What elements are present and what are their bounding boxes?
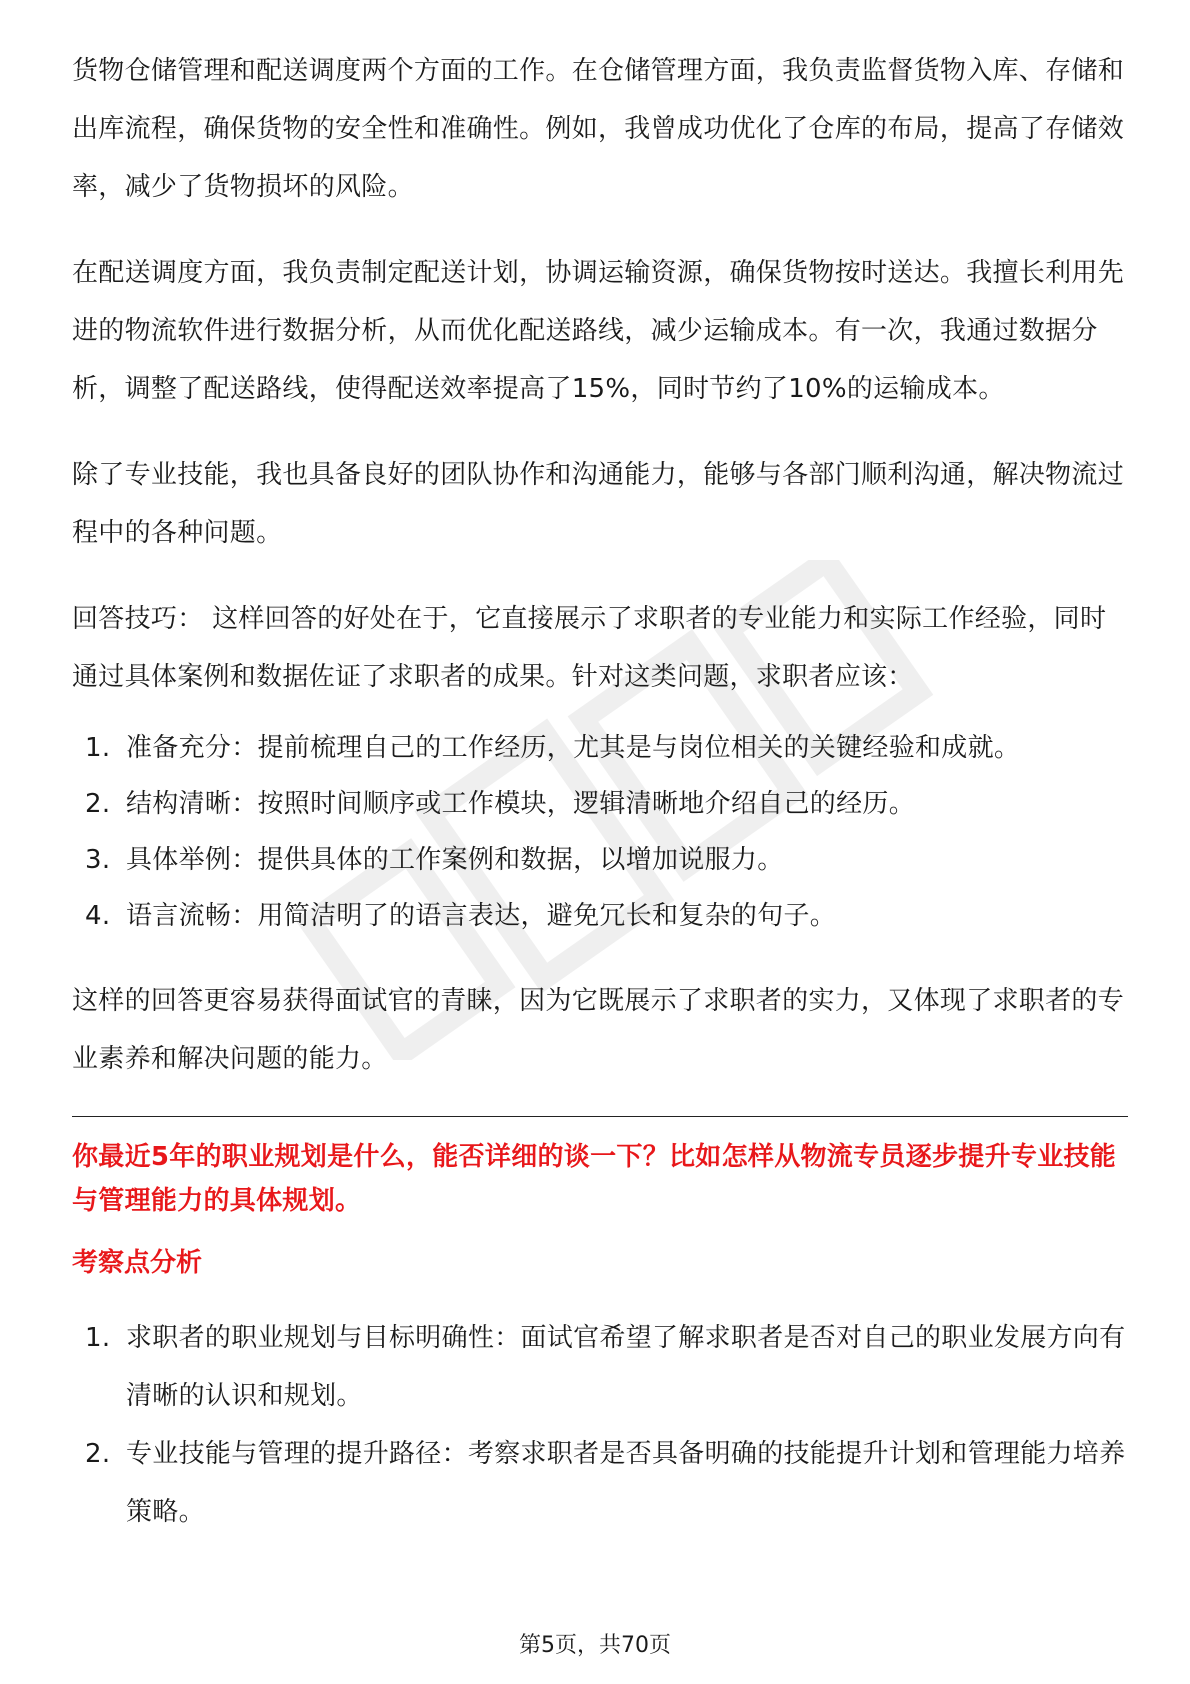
- list-item-text: 专业技能与管理的提升路径：考察求职者是否具备明确的技能提升计划和管理能力培养策略。: [126, 1439, 1126, 1527]
- list-item: [72, 720, 1128, 776]
- list-item-text: 语言流畅：用简洁明了的语言表达，避免冗长和复杂的句子。: [126, 901, 837, 931]
- list-item-text: 结构清晰：按照时间顺序或工作模块，逻辑清晰地介绍自己的经历。: [126, 789, 916, 819]
- list-item: [72, 776, 1128, 832]
- list-item: [72, 832, 1128, 888]
- section-divider: [72, 1116, 1128, 1117]
- document-page: [72, 42, 1128, 1569]
- body-paragraph: 除了专业技能，我也具备良好的团队协作和沟通能力，能够与各部门顺利沟通，解决物流过程中的各种问题。: [72, 460, 1125, 548]
- list-number: 4.: [85, 901, 111, 931]
- list-item: [72, 1425, 1128, 1541]
- list-item-text: 求职者的职业规划与目标明确性：面试官希望了解求职者是否对自己的职业发展方向有清晰的认识和规划。: [126, 1323, 1126, 1411]
- tips-list: [72, 720, 1128, 944]
- list-number: 2.: [85, 1439, 111, 1469]
- list-number: 1.: [85, 733, 111, 763]
- answer-tips-paragraph: 回答技巧： 这样回答的好处在于，它直接展示了求职者的专业能力和实际工作经验，同时通过具体案例和数据佐证了求职者的成果。针对这类问题，求职者应该：: [72, 604, 1107, 692]
- list-item-text: 具体举例：提供具体的工作案例和数据，以增加说服力。: [126, 845, 784, 875]
- list-number: 3.: [85, 845, 111, 875]
- closing-paragraph: 这样的回答更容易获得面试官的青睐，因为它既展示了求职者的实力，又体现了求职者的专业素养和解决问题的能力。: [72, 986, 1125, 1074]
- list-number: 2.: [85, 789, 111, 819]
- list-item: [72, 1309, 1128, 1425]
- body-paragraph: 在配送调度方面，我负责制定配送计划，协调运输资源，确保货物按时送达。我擅长利用先进的物流软件进行数据分析，从而优化配送路线，减少运输成本。有一次，我通过数据分析，调整了配送路线，使得配送效率提高了15%，同时节约了10%的运输成本。: [72, 258, 1125, 404]
- page-footer: 第5页，共70页: [519, 1633, 671, 1658]
- interview-question: 你最近5年的职业规划是什么，能否详细的谈一下？比如怎样从物流专员逐步提升专业技能与管理能力的具体规划。: [72, 1142, 1117, 1216]
- list-item-text: 准备充分：提前梳理自己的工作经历，尤其是与岗位相关的关键经验和成就。: [126, 733, 1021, 763]
- analysis-heading: 考察点分析: [72, 1248, 203, 1278]
- list-number: 1.: [85, 1323, 111, 1353]
- analysis-list: [72, 1309, 1128, 1541]
- list-item: [72, 888, 1128, 944]
- body-paragraph: 货物仓储管理和配送调度两个方面的工作。在仓储管理方面，我负责监督货物入库、存储和出库流程，确保货物的安全性和准确性。例如，我曾成功优化了仓库的布局，提高了存储效率，减少了货物损坏的风险。: [72, 56, 1125, 202]
